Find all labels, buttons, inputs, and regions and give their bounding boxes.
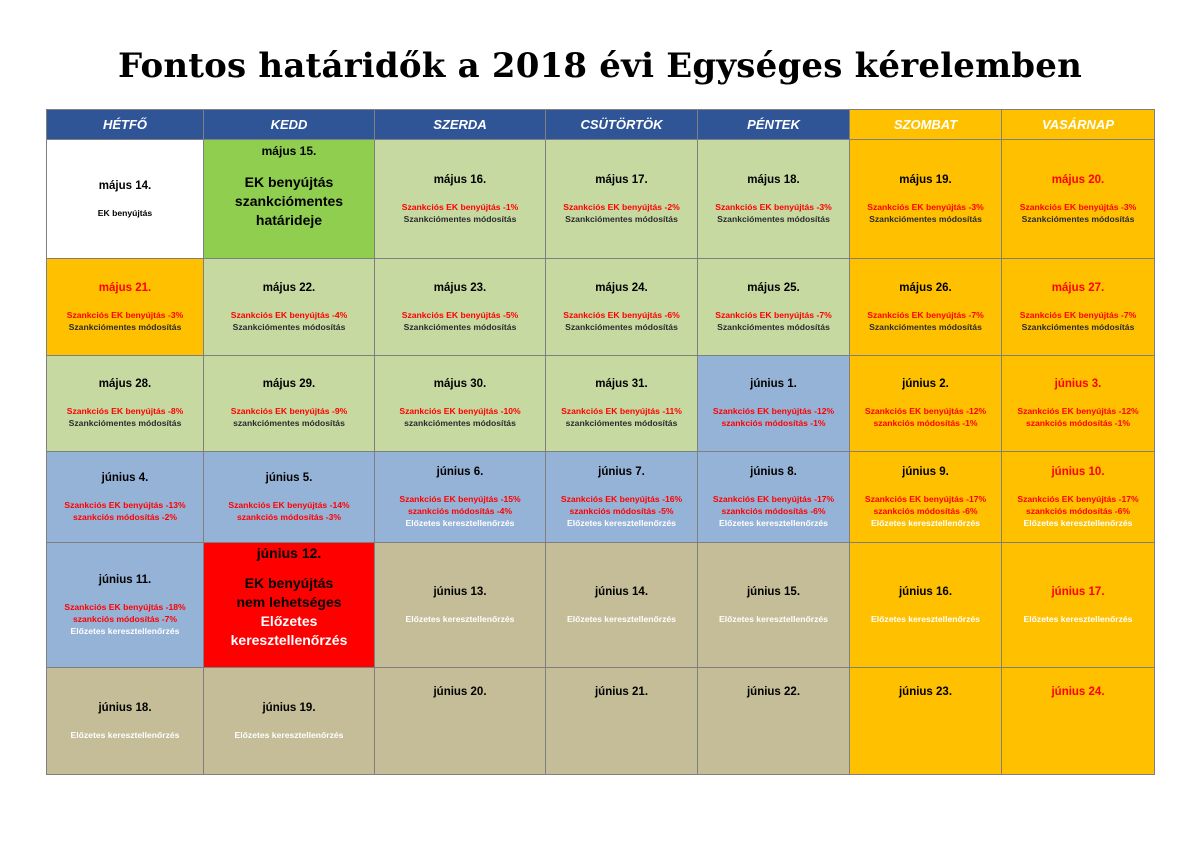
day-note: szankciós módosítás -1% — [721, 418, 826, 428]
day-note: Szankciós EK benyújtás -10% — [399, 406, 521, 416]
day-cell — [375, 452, 546, 543]
day-date: május 15. — [261, 144, 317, 158]
day-cell — [1002, 356, 1155, 452]
day-note: Előzetes keresztellenőrzés — [405, 613, 515, 624]
day-note: Előzetes keresztellenőrzés — [719, 517, 828, 528]
day-cell — [47, 543, 204, 668]
day-cell — [375, 140, 546, 259]
day-cell-highlight — [204, 140, 375, 259]
day-date: június 6. — [436, 465, 484, 478]
day-note: keresztellenőrzés — [230, 632, 348, 648]
day-note: Szankciós EK benyújtás -8% — [66, 406, 184, 416]
day-date: június 18. — [98, 701, 152, 714]
header-saturday: SZOMBAT — [850, 110, 1002, 140]
day-note: Szankciómentes módosítás — [565, 321, 678, 332]
day-date: június 5. — [265, 471, 313, 484]
day-date: június 21. — [594, 686, 649, 698]
day-note: szankciós módosítás -6% — [721, 505, 826, 516]
day-cell — [1002, 543, 1155, 668]
day-date: május 30. — [433, 378, 487, 390]
day-note: Szankciómentes módosítás — [1021, 321, 1135, 332]
day-cell — [850, 140, 1002, 259]
calendar-week-row — [47, 259, 1155, 356]
calendar-week-row — [47, 452, 1155, 543]
header-sunday: VASÁRNAP — [1002, 110, 1155, 140]
day-note: Szankciós EK benyújtás -12% — [1017, 406, 1139, 416]
day-date: május 22. — [262, 281, 316, 294]
day-note: Szankciós EK benyújtás -3% — [1019, 201, 1137, 212]
day-cell — [1002, 452, 1155, 543]
day-note: Szankciómentes módosítás — [717, 213, 830, 224]
calendar-week-row — [47, 140, 1155, 259]
day-note: Szankciós EK benyújtás -16% — [560, 493, 683, 504]
day-date: május 14. — [98, 179, 152, 192]
header-tuesday: KEDD — [204, 110, 375, 140]
day-date: június 10. — [1051, 465, 1105, 478]
day-cell — [546, 140, 698, 259]
day-date: június 11. — [98, 573, 152, 586]
day-cell — [546, 259, 698, 356]
calendar-week-row — [47, 543, 1155, 668]
day-note: Előzetes keresztellenőrzés — [1023, 613, 1133, 624]
day-note: Előzetes keresztellenőrzés — [567, 517, 676, 528]
day-note: szankciómentes — [234, 193, 344, 209]
day-note: Szankciós EK benyújtás -9% — [230, 406, 348, 416]
day-cell — [698, 668, 850, 775]
day-note: Szankciós EK benyújtás -17% — [1017, 493, 1139, 504]
day-date: május 17. — [595, 173, 648, 186]
day-date: május 29. — [262, 378, 316, 390]
day-note: Szankciós EK benyújtás -3% — [715, 201, 832, 212]
day-note: határideje — [255, 212, 323, 228]
day-date: június 15. — [746, 585, 801, 598]
day-note: szankciómentes módosítás — [404, 418, 516, 428]
day-date: június 20. — [433, 686, 487, 698]
header-wednesday: SZERDA — [375, 110, 546, 140]
day-date: június 14. — [594, 585, 649, 598]
day-note: Szankciós EK benyújtás -7% — [715, 309, 832, 320]
day-note: Szankciómentes módosítás — [68, 321, 182, 332]
day-cell — [47, 140, 204, 259]
day-note: Szankciós EK benyújtás -18% — [64, 601, 186, 612]
day-note: szankciós módosítás -6% — [1025, 505, 1131, 516]
day-cell — [850, 543, 1002, 668]
day-date: június 23. — [898, 686, 953, 698]
day-date: június 17. — [1051, 585, 1105, 598]
day-date: május 25. — [747, 281, 800, 294]
weekday-header-row — [47, 110, 1155, 140]
day-note: Szankciómentes módosítás — [717, 321, 830, 332]
day-note: Szankciós EK benyújtás -14% — [228, 499, 350, 510]
day-note: Szankciós EK benyújtás -4% — [230, 309, 348, 320]
day-note: Előzetes keresztellenőrzés — [70, 625, 180, 636]
day-date: június 16. — [898, 585, 953, 598]
day-note: Szankciós EK benyújtás -7% — [867, 309, 984, 320]
day-cell — [375, 543, 546, 668]
day-cell — [47, 452, 204, 543]
day-note: szankciómentes módosítás — [233, 418, 345, 428]
day-note: szankciós módosítás -3% — [236, 511, 342, 522]
day-note: szankciós módosítás -4% — [407, 505, 513, 516]
day-note: Előzetes keresztellenőrzés — [234, 729, 344, 740]
day-date: június 19. — [262, 701, 316, 714]
day-cell — [47, 356, 204, 452]
calendar-week-row — [47, 356, 1155, 452]
day-note: szankciós módosítás -7% — [72, 613, 178, 624]
day-date: június 24. — [1051, 686, 1105, 698]
day-cell — [546, 668, 698, 775]
day-cell — [850, 452, 1002, 543]
day-date: június 7. — [598, 465, 645, 478]
day-date: június 13. — [433, 585, 487, 598]
header-thursday: CSÜTÖRTÖK — [546, 110, 698, 140]
day-date: június 9. — [902, 465, 949, 478]
day-cell — [546, 543, 698, 668]
day-cell — [204, 356, 375, 452]
day-cell — [47, 259, 204, 356]
day-note: Szankciómentes módosítás — [68, 418, 182, 428]
day-note: szankciómentes módosítás — [565, 418, 678, 428]
day-cell — [204, 668, 375, 775]
day-note: szankciós módosítás -6% — [873, 505, 978, 516]
day-cell — [1002, 140, 1155, 259]
day-note: Szankciómentes módosítás — [869, 213, 982, 224]
page-title: Fontos határidők a 2018 évi Egységes kérelemben — [117, 46, 1083, 86]
day-note: Szankciós EK benyújtás -5% — [401, 309, 519, 320]
day-note: EK benyújtás — [97, 207, 153, 218]
day-date: június 12. — [256, 545, 322, 561]
day-cell — [546, 356, 698, 452]
day-note: Előzetes — [260, 613, 318, 629]
day-note: Szankciómentes módosítás — [403, 213, 517, 224]
day-note: szankciós módosítás -1% — [873, 418, 978, 428]
day-cell — [204, 452, 375, 543]
day-cell — [375, 668, 546, 775]
day-note: Előzetes keresztellenőrzés — [871, 517, 980, 528]
day-cell — [546, 452, 698, 543]
day-cell — [698, 140, 850, 259]
day-cell — [47, 668, 204, 775]
day-date: június 1. — [750, 378, 797, 390]
day-note: nem lehetséges — [236, 594, 342, 610]
day-date: május 20. — [1051, 173, 1105, 186]
day-date: június 8. — [750, 465, 797, 478]
day-note: Szankciómentes módosítás — [1021, 213, 1135, 224]
day-note: Szankciómentes módosítás — [869, 321, 982, 332]
day-cell — [850, 259, 1002, 356]
day-note: Szankciós EK benyújtás -17% — [864, 493, 987, 504]
day-note: Szankciós EK benyújtás -12% — [712, 406, 835, 416]
day-cell-blocked — [204, 543, 375, 668]
day-note: Szankciós EK benyújtás -11% — [561, 406, 682, 416]
day-note: szankciós módosítás -1% — [1025, 418, 1131, 428]
day-date: június 4. — [101, 471, 149, 484]
day-cell — [698, 543, 850, 668]
header-friday: PÉNTEK — [698, 110, 850, 140]
day-cell — [698, 356, 850, 452]
day-date: június 2. — [902, 378, 949, 390]
day-date: május 31. — [595, 378, 648, 390]
day-note: EK benyújtás — [244, 575, 334, 591]
day-note: Előzetes keresztellenőrzés — [567, 613, 676, 624]
day-cell — [1002, 668, 1155, 775]
day-note: Szankciómentes módosítás — [565, 213, 678, 224]
day-note: Szankciós EK benyújtás -1% — [401, 201, 519, 212]
day-date: május 28. — [98, 378, 152, 390]
header-monday: HÉTFŐ — [47, 110, 204, 140]
day-date: május 21. — [98, 281, 152, 294]
day-date: május 18. — [747, 173, 800, 186]
day-note: Szankciós EK benyújtás -13% — [64, 499, 186, 510]
day-note: Szankciós EK benyújtás -17% — [712, 493, 835, 504]
day-note: Szankciómentes módosítás — [403, 321, 517, 332]
day-note: Előzetes keresztellenőrzés — [1023, 517, 1133, 528]
day-note: Szankciós EK benyújtás -12% — [864, 406, 987, 416]
day-cell — [698, 452, 850, 543]
day-note: Előzetes keresztellenőrzés — [405, 517, 515, 528]
day-note: Szankciós EK benyújtás -3% — [867, 201, 984, 212]
day-date: május 27. — [1051, 281, 1105, 294]
day-cell — [698, 259, 850, 356]
day-date: május 19. — [899, 173, 952, 186]
day-cell — [1002, 259, 1155, 356]
day-note: Szankciós EK benyújtás -15% — [399, 493, 521, 504]
deadline-calendar — [46, 109, 1155, 775]
day-note: Szankciós EK benyújtás -7% — [1019, 309, 1137, 320]
day-note: szankciós módosítás -2% — [72, 511, 178, 522]
day-note: Szankciós EK benyújtás -3% — [66, 309, 184, 320]
day-cell — [850, 668, 1002, 775]
day-date: május 24. — [595, 281, 648, 294]
day-note: Szankciós EK benyújtás -6% — [563, 309, 680, 320]
day-note: Előzetes keresztellenőrzés — [70, 729, 180, 740]
calendar-week-row — [47, 668, 1155, 775]
day-note: Szankciós EK benyújtás -2% — [563, 201, 680, 212]
day-date: június 22. — [746, 686, 801, 698]
day-note: szankciós módosítás -5% — [569, 505, 674, 516]
day-cell — [375, 259, 546, 356]
day-cell — [375, 356, 546, 452]
day-note: EK benyújtás — [244, 174, 334, 190]
day-date: május 26. — [899, 281, 952, 294]
day-note: Előzetes keresztellenőrzés — [719, 613, 828, 624]
day-cell — [850, 356, 1002, 452]
day-date: június 3. — [1054, 378, 1102, 390]
day-note: Szankciómentes módosítás — [232, 321, 346, 332]
day-date: május 23. — [433, 281, 487, 294]
day-date: május 16. — [433, 173, 487, 186]
day-note: Előzetes keresztellenőrzés — [871, 613, 980, 624]
day-cell — [204, 259, 375, 356]
